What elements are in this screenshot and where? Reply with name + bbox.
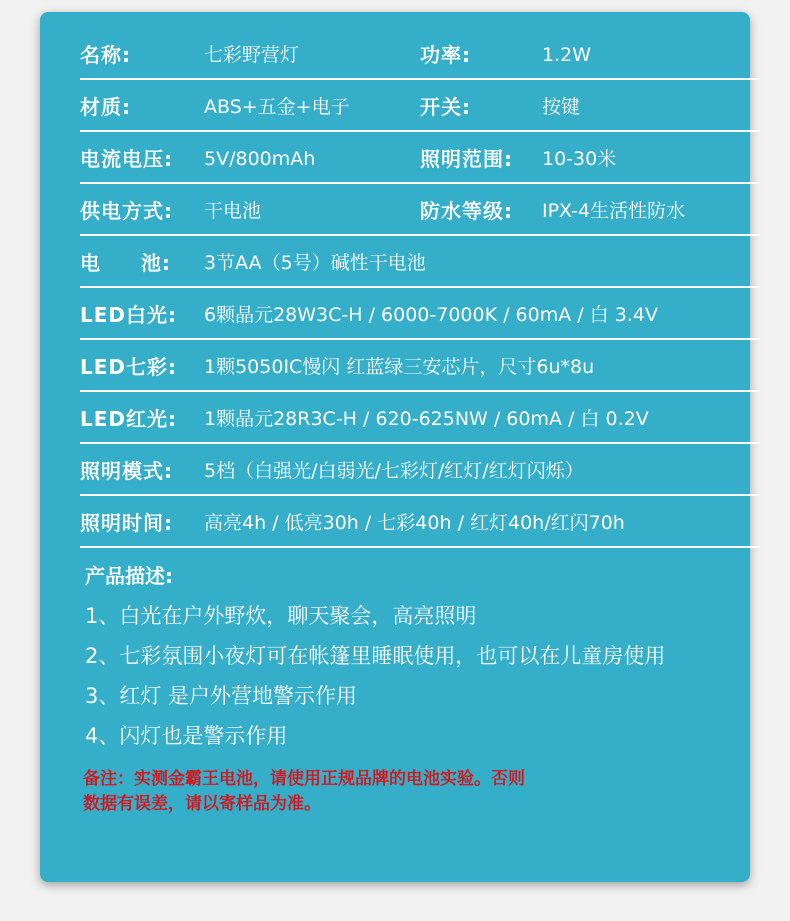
spec-row-led-red [80, 392, 760, 444]
spec-value: 干电池 [204, 200, 262, 222]
description-item: 2、七彩氛围小夜灯可在帐篷里睡眠使用，也可以在儿童房使用 [85, 644, 666, 668]
note-line: 数据有误差，请以寄样品为准。 [83, 794, 321, 814]
spec-label: 材质: [80, 95, 131, 119]
spec-label: 名称: [80, 43, 131, 67]
spec-row-power-supply [80, 184, 760, 236]
spec-label: 电 池: [80, 251, 171, 275]
description-item: 1、白光在户外野炊，聊天聚会，高亮照明 [85, 604, 477, 628]
spec-label: LED红光: [80, 407, 178, 431]
spec-value: 5V/800mAh [204, 148, 316, 170]
spec-value: 高亮4h / 低亮30h / 七彩40h / 红灯40h/红闪70h [204, 512, 625, 534]
spec-row-name [80, 28, 760, 80]
spec-value: 七彩野营灯 [204, 44, 300, 66]
spec-label: 防水等级: [420, 199, 513, 223]
description-item: 4、闪灯也是警示作用 [85, 724, 288, 748]
spec-row-voltage [80, 132, 760, 184]
spec-card [40, 12, 750, 882]
spec-value: 1.2W [542, 44, 592, 66]
spec-label: 开关: [420, 95, 471, 119]
spec-row-lighting-mode [80, 444, 760, 496]
spec-label: 照明范围: [420, 147, 513, 171]
spec-value: ABS+五金+电子 [204, 96, 350, 118]
spec-label: LED七彩: [80, 355, 178, 379]
spec-value: 6颗晶元28W3C-H / 6000-7000K / 60mA / 白 3.4V [204, 304, 658, 326]
description-title: 产品描述: [85, 564, 173, 588]
spec-label: 照明模式: [80, 459, 173, 483]
spec-label: LED白光: [80, 303, 178, 327]
spec-row-led-white [80, 288, 760, 340]
spec-value: IPX-4生活性防水 [542, 200, 686, 222]
spec-label: 供电方式: [80, 199, 173, 223]
spec-row-battery [80, 236, 760, 288]
note-line: 备注：实测金霸王电池，请使用正规品牌的电池实验。否则 [83, 769, 525, 789]
spec-value: 5档（白强光/白弱光/七彩灯/红灯/红灯闪烁） [204, 460, 584, 482]
spec-label: 功率: [420, 43, 471, 67]
spec-row-lighting-time [80, 496, 760, 548]
spec-value: 3节AA（5号）碱性干电池 [204, 252, 426, 274]
spec-row-led-rgb [80, 340, 760, 392]
spec-value: 1颗5050IC慢闪 红蓝绿三安芯片，尺寸6u*8u [204, 356, 595, 378]
spec-label: 电流电压: [80, 147, 173, 171]
spec-value: 10-30米 [542, 148, 617, 170]
spec-value: 按键 [542, 96, 581, 118]
description-item: 3、红灯 是户外营地警示作用 [85, 684, 358, 708]
spec-value: 1颗晶元28R3C-H / 620-625NW / 60mA / 白 0.2V [204, 408, 649, 430]
spec-row-material [80, 80, 760, 132]
spec-label: 照明时间: [80, 511, 173, 535]
